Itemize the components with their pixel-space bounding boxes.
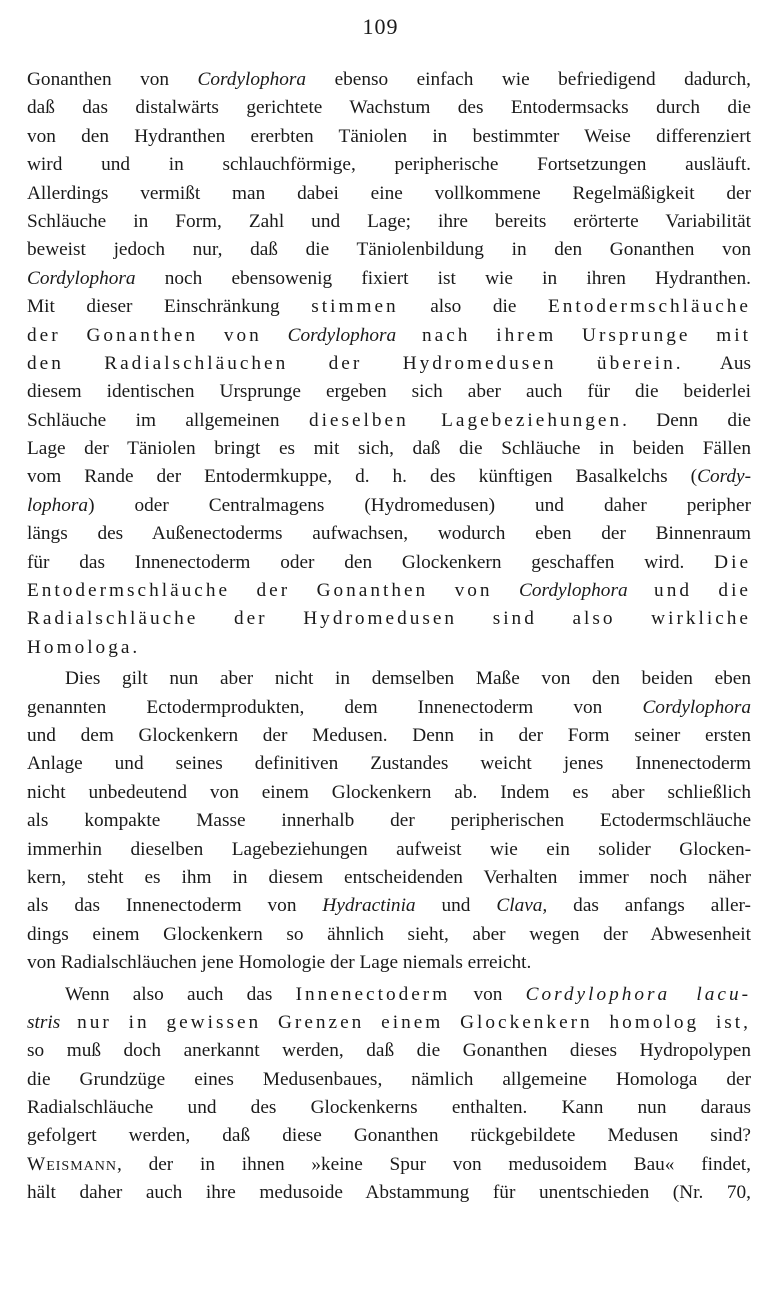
text-segment: und die bbox=[627, 580, 751, 602]
text-segment: . Denn die bbox=[622, 409, 751, 431]
text-line bbox=[27, 322, 751, 350]
text-line bbox=[27, 921, 751, 949]
text-segment: Schläuche in Form, Zahl und Lage; ihre bereits erörterte Variabilität bbox=[27, 210, 751, 232]
text-line bbox=[27, 463, 751, 491]
text-line bbox=[27, 94, 751, 122]
text-segment: Entodermschläuche der Gonanthen von bbox=[27, 580, 520, 602]
text-line bbox=[27, 180, 751, 208]
text-segment: vom Rande der Entodermkuppe, d. h. des künftigen Basalkelchs ( bbox=[27, 466, 698, 488]
text-segment: Allerdings vermißt man dabei eine vollkommene Regelmäßigkeit der bbox=[27, 182, 751, 204]
italic-text: Cordylophora bbox=[27, 267, 136, 289]
text-segment: gefolgert werden, daß diese Gonanthen rückgebildete Medusen sind? bbox=[27, 1125, 751, 1147]
text-segment: von bbox=[450, 983, 526, 1005]
text-line bbox=[27, 1009, 751, 1037]
text-segment: Innenectoderm bbox=[295, 983, 451, 1005]
text-segment: nur in gewissen Grenzen einem Glockenkern homolog ist, bbox=[60, 1011, 751, 1033]
text-line bbox=[27, 435, 751, 463]
text-line bbox=[27, 892, 751, 920]
text-segment: hält daher auch ihre medusoide Abstammung für unentschieden (Nr. 70, bbox=[27, 1182, 751, 1204]
text-segment: der Gonanthen von bbox=[27, 324, 288, 346]
italic-text: Hydractinia bbox=[322, 895, 416, 917]
text-segment: daß das distalwärts gerichtete Wachstum des Entodermsacks durch die bbox=[27, 97, 751, 119]
text-segment: Lage der Täniolen bringt es mit sich, daß die Schläuche in beiden Fällen bbox=[27, 438, 751, 460]
text-segment: dieselben Lagebeziehungen bbox=[308, 409, 623, 431]
italic-text: Cordylophora lacu- bbox=[525, 983, 752, 1005]
text-segment: also die bbox=[398, 296, 548, 318]
text-segment: dings einem Glockenkern so ähnlich sieht, aber wegen der Abwesenheit bbox=[27, 923, 751, 945]
text-segment: . bbox=[132, 636, 138, 658]
text-line bbox=[27, 378, 751, 406]
text-line bbox=[27, 949, 751, 977]
text-line bbox=[27, 66, 751, 94]
text-line bbox=[27, 779, 751, 807]
italic-text: Cordylophora bbox=[197, 69, 307, 90]
text-segment: die Grundzüge eines Medusenbaues, nämlich allgemeine Homologa der bbox=[27, 1068, 751, 1090]
text-segment: immerhin dieselben Lagebeziehungen aufweist wie ein solider Glocken- bbox=[27, 838, 751, 860]
text-line bbox=[27, 1066, 751, 1094]
text-line bbox=[27, 981, 751, 1009]
text-line bbox=[27, 577, 751, 605]
text-segment: stimmen bbox=[311, 296, 399, 318]
text-line bbox=[27, 492, 751, 520]
text-line bbox=[27, 236, 751, 264]
italic-text: Cordylophora bbox=[519, 580, 628, 602]
text-segment: für das Innenectoderm oder den Glockenkern geschaffen wird. bbox=[27, 551, 715, 573]
text-segment: Die bbox=[714, 551, 751, 573]
text-segment: längs des Außenectoderms aufwachsen, wodurch eben der Binnenraum bbox=[27, 523, 751, 545]
text-line bbox=[27, 293, 751, 321]
text-line bbox=[27, 520, 751, 548]
text-line bbox=[27, 549, 751, 577]
text-segment: wird und in schlauchförmige, peripherische Fortsetzungen ausläuft. bbox=[27, 154, 751, 176]
text-line bbox=[27, 836, 751, 864]
text-segment: Gonanthen von bbox=[27, 69, 198, 90]
text-segment: Dies gilt nun aber nicht in demselben Maße von den beiden eben bbox=[65, 668, 751, 690]
text-segment: Schläuche im allgemeinen bbox=[27, 409, 309, 431]
body-text bbox=[27, 66, 751, 1208]
text-line bbox=[27, 807, 751, 835]
italic-text: Cordy- bbox=[697, 466, 751, 488]
text-segment: von den Hydranthen ererbten Täniolen in bestimmter Weise differenziert bbox=[27, 125, 751, 147]
text-line bbox=[27, 407, 751, 435]
text-line bbox=[27, 694, 751, 722]
text-line bbox=[27, 1179, 751, 1207]
text-line bbox=[27, 123, 751, 151]
text-line bbox=[27, 350, 751, 378]
text-segment: als das Innenectoderm von bbox=[27, 895, 323, 917]
italic-text: stris bbox=[27, 1011, 61, 1033]
text-segment: Entodermschläuche bbox=[547, 296, 751, 318]
text-line bbox=[27, 634, 751, 662]
text-line bbox=[27, 722, 751, 750]
text-line bbox=[27, 1151, 751, 1179]
text-segment: , der in ihnen »keine Spur von medusoidem Bau« findet, bbox=[116, 1153, 751, 1175]
text-segment: nicht unbedeutend von einem Glockenkern ab. Indem es aber schließlich bbox=[27, 781, 751, 803]
author-name: Weismann bbox=[27, 1153, 117, 1175]
text-segment: das anfangs aller- bbox=[547, 895, 751, 917]
text-segment: noch ebensowenig fixiert ist wie in ihren Hydranthen. bbox=[135, 267, 751, 289]
italic-text: Cordylophora bbox=[287, 324, 397, 346]
text-line bbox=[27, 605, 751, 633]
text-segment: diesem identischen Ursprunge ergeben sich aber auch für die beiderlei bbox=[27, 381, 751, 403]
text-segment: genannten Ectodermprodukten, dem Innenectoderm von bbox=[27, 696, 643, 718]
text-segment: so muß doch anerkannt werden, daß die Gonanthen dieses Hydropolypen bbox=[27, 1040, 751, 1062]
text-segment: und dem Glockenkern der Medusen. Denn in der Form seiner ersten bbox=[27, 724, 751, 746]
text-line bbox=[27, 750, 751, 778]
text-line bbox=[27, 864, 751, 892]
text-segment: als kompakte Masse innerhalb der peripherischen Ectodermschläuche bbox=[27, 810, 751, 832]
text-segment: den Radialschläuchen der Hydromedusen überein. bbox=[27, 352, 684, 374]
italic-text: Cordylophora bbox=[642, 696, 751, 718]
text-segment: ebenso einfach wie befriedigend dadurch, bbox=[306, 69, 751, 90]
text-segment: Mit dieser Einschränkung bbox=[27, 296, 312, 318]
text-segment: Anlage und seines definitiven Zustandes weicht jenes Innenectoderm bbox=[27, 753, 751, 775]
text-segment: und bbox=[415, 895, 497, 917]
text-line bbox=[27, 1122, 751, 1150]
text-segment: von Radialschläuchen jene Homologie der Lage niemals erreicht. bbox=[27, 952, 532, 974]
text-segment: Radialschläuche der Hydromedusen sind also wirkliche bbox=[27, 608, 751, 630]
page-number: 109 bbox=[362, 14, 399, 39]
text-line bbox=[27, 151, 751, 179]
text-segment: kern, steht es ihm in diesem entscheidenden Verhalten immer noch näher bbox=[27, 866, 751, 888]
text-segment: beweist jedoch nur, daß die Täniolenbildung in den Gonanthen von bbox=[27, 239, 751, 261]
text-segment: Homologa bbox=[27, 636, 133, 658]
text-line bbox=[27, 265, 751, 293]
text-segment: nach ihrem Ursprunge mit bbox=[396, 324, 751, 346]
text-line bbox=[27, 1037, 751, 1065]
text-line bbox=[27, 1094, 751, 1122]
text-segment: Wenn also auch das bbox=[65, 983, 296, 1005]
italic-text: Clava, bbox=[496, 895, 548, 917]
text-segment: ) oder Centralmagens (Hydromedusen) und daher peripher bbox=[88, 494, 751, 516]
text-segment: Radialschläuche und des Glockenkerns enthalten. Kann nun daraus bbox=[27, 1097, 751, 1119]
text-segment: Aus bbox=[683, 352, 752, 374]
text-line bbox=[27, 665, 751, 693]
italic-text: lophora bbox=[27, 494, 89, 516]
text-line bbox=[27, 208, 751, 236]
